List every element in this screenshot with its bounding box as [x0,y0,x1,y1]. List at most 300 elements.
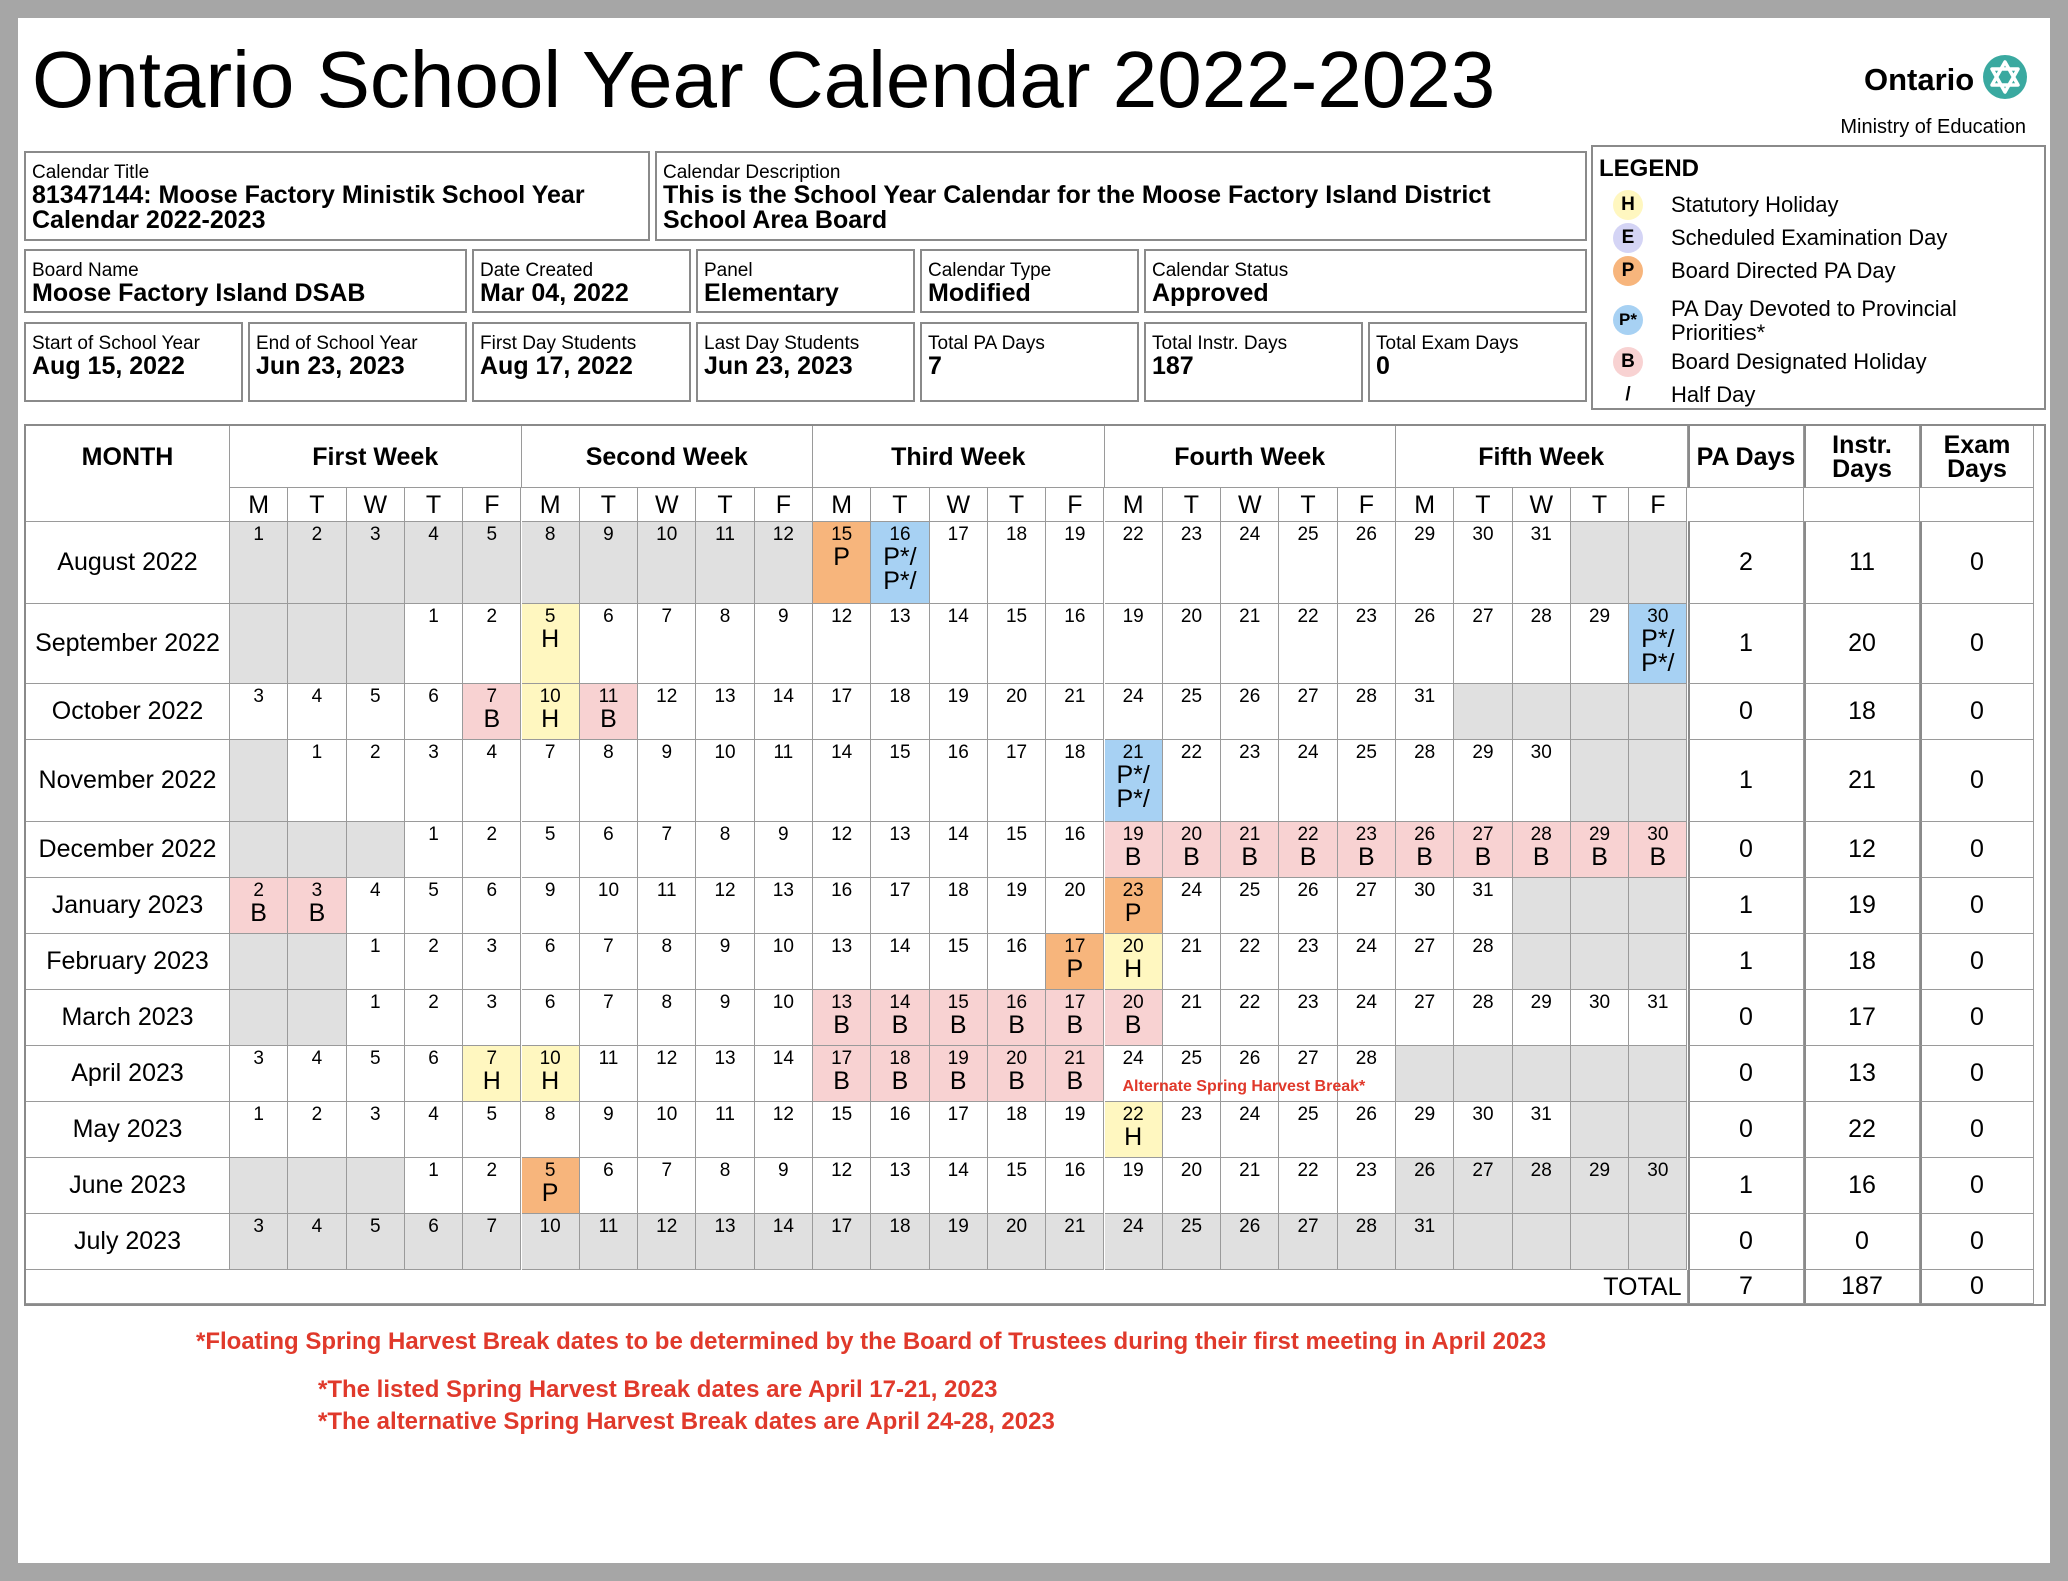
day-letter-header: W [347,488,405,522]
day-cell [288,1214,346,1270]
day-number: 3 [369,1104,381,1125]
day-number: 26 [1355,1104,1377,1125]
month-instr-days: 21 [1804,740,1920,822]
day-code: H [541,625,560,653]
day-cell [580,822,638,878]
day-cell [755,990,813,1046]
day-number: 16 [889,1104,911,1125]
day-number: 13 [772,880,794,901]
legend-symbol: B [1613,347,1643,377]
day-cell [463,684,521,740]
day-number: 29 [1530,992,1552,1013]
day-number: 10 [539,1048,561,1069]
day-cell [288,1158,346,1214]
day-cell [1454,934,1512,990]
day-number: 13 [889,824,911,845]
day-cell [288,604,346,684]
day-cell [1513,522,1571,604]
day-number: 14 [947,824,969,845]
day-number: 20 [1180,606,1203,627]
day-number: 15 [1005,824,1028,845]
day-number: 20 [1122,936,1144,957]
day-number: 8 [719,1160,731,1181]
day-cell [1221,1102,1279,1158]
day-number: 20 [1005,1048,1028,1069]
day-cell [696,1046,754,1102]
day-cell [1571,990,1629,1046]
board-name-box [24,249,467,313]
day-number: 1 [369,936,381,957]
day-number: 7 [603,992,614,1013]
day-letter-header: M [1396,488,1454,522]
day-number: 9 [603,1104,614,1125]
month-instr-days: 0 [1804,1214,1920,1270]
day-number: 26 [1355,524,1377,545]
day-number: 12 [772,524,794,545]
day-cell [463,522,521,604]
day-number: 15 [947,992,969,1013]
day-cell [1629,822,1687,878]
day-number: 16 [1005,936,1028,957]
day-cell [755,822,813,878]
day-cell [638,1158,696,1214]
day-number: 8 [719,606,731,627]
day-number: 26 [1414,1160,1436,1181]
day-code: P*/ P*/ [1641,625,1675,677]
day-number: 12 [656,1048,678,1069]
alternate-break-note: Alternate Spring Harvest Break* [1122,1078,1366,1095]
legend-symbol: H [1613,190,1643,220]
month-label: June 2023 [26,1158,230,1214]
end-year-label: End of School Year [256,333,418,354]
calendar-description-box [655,151,1587,241]
day-number: 22 [1297,824,1319,845]
stat-header-blank [1920,488,2034,522]
day-number: 6 [544,992,556,1013]
day-cell [1629,990,1687,1046]
day-cell [988,1158,1046,1214]
day-cell [1221,604,1279,684]
month-pa-days: 0 [1688,822,1804,878]
stat-header-blank [1688,488,1804,522]
day-number: 10 [656,1104,678,1125]
day-number: 28 [1530,606,1552,627]
day-number: 5 [428,880,439,901]
day-cell [1163,740,1221,822]
day-cell [405,1158,463,1214]
day-cell [405,604,463,684]
day-code: B [1124,843,1142,871]
day-code: P*/ P*/ [1116,761,1150,813]
day-number: 29 [1588,824,1611,845]
day-cell [1338,522,1396,604]
stat-header-blank [1804,488,1920,522]
day-cell [463,878,521,934]
day-cell [1629,1158,1687,1214]
day-number: 30 [1530,742,1552,763]
day-cell [1163,1102,1221,1158]
day-letter-header: T [1571,488,1629,522]
day-cell [463,990,521,1046]
day-number: 23 [1239,742,1261,763]
day-number: 3 [253,1048,264,1069]
day-cell [1279,990,1337,1046]
day-number: 26 [1414,824,1436,845]
month-pa-days: 1 [1688,740,1804,822]
day-number: 7 [486,686,498,707]
day-cell [1105,934,1163,990]
day-code: B [483,705,501,733]
day-cell [1571,1158,1629,1214]
total-instr-value: 187 [1152,352,1194,380]
day-number: 21 [1239,824,1261,845]
day-number: 14 [889,992,911,1013]
day-cell [813,1102,871,1158]
legend-text: Board Directed PA Day [1671,258,1896,283]
legend-item-board-holiday [1593,347,2044,377]
day-cell [522,1102,580,1158]
day-number: 30 [1647,606,1669,627]
day-number: 27 [1414,992,1436,1013]
day-code: B [1124,1011,1142,1039]
day-cell [230,822,288,878]
day-cell [230,1214,288,1270]
day-number: 27 [1472,1160,1494,1181]
day-code: B [949,1011,967,1039]
day-cell [1338,822,1396,878]
day-cell [1163,822,1221,878]
day-number: 23 [1355,824,1377,845]
day-number: 16 [1064,606,1086,627]
day-number: 25 [1180,1048,1203,1069]
day-cell [1105,740,1163,822]
day-number: 10 [539,686,561,707]
day-number: 30 [1414,880,1436,901]
day-cell [1454,1214,1512,1270]
day-cell [755,1046,813,1102]
day-cell [813,684,871,740]
day-number: 3 [486,992,498,1013]
day-letter-header: T [1163,488,1221,522]
day-cell [405,1102,463,1158]
day-cell [1338,684,1396,740]
day-cell [1396,878,1454,934]
day-number: 19 [1122,824,1144,845]
panel-label: Panel [704,260,753,281]
day-cell [1105,1158,1163,1214]
date-created-label: Date Created [480,260,594,281]
day-number: 29 [1414,524,1436,545]
day-cell [930,1158,988,1214]
month-exam-days: 0 [1920,1214,2034,1270]
day-cell [638,522,696,604]
day-number: 3 [369,524,381,545]
day-cell [230,1046,288,1102]
day-number: 18 [1064,742,1086,763]
day-cell [696,878,754,934]
day-cell [988,604,1046,684]
day-letter-header: F [1338,488,1396,522]
day-cell [1221,934,1279,990]
day-number: 10 [772,992,794,1013]
calendar-type-label: Calendar Type [928,260,1052,281]
day-number: 22 [1297,1160,1319,1181]
day-number: 2 [428,936,439,957]
month-pa-days: 0 [1688,1214,1804,1270]
week-header: Third Week [813,426,1105,488]
legend-item-statutory-holiday [1593,190,2044,220]
day-code: B [949,1067,967,1095]
day-cell [1163,1158,1221,1214]
day-cell [1279,740,1337,822]
day-code: P [1124,899,1142,927]
calendar-title-box [24,151,650,241]
day-code: B [1008,1067,1025,1095]
day-number: 21 [1180,936,1203,957]
day-cell [755,878,813,934]
day-cell [1221,990,1279,1046]
day-number: 28 [1530,1160,1552,1181]
day-number: 29 [1588,606,1611,627]
day-number: 27 [1297,1216,1319,1237]
day-number: 22 [1297,606,1319,627]
day-cell [463,1102,521,1158]
day-number: 8 [719,824,731,845]
end-year-box [248,322,467,402]
day-cell [696,740,754,822]
day-cell [405,740,463,822]
day-number: 1 [369,992,381,1013]
date-created-value: Mar 04, 2022 [480,279,629,307]
day-code: B [1532,843,1550,871]
day-cell [1396,1102,1454,1158]
month-instr-days: 13 [1804,1046,1920,1102]
day-number: 10 [597,880,620,901]
calendar-status-label: Calendar Status [1152,260,1289,281]
day-cell [1513,990,1571,1046]
calendar-title-label: Calendar Title [32,162,150,183]
day-cell [930,740,988,822]
day-cell [930,1046,988,1102]
day-cell [1513,1102,1571,1158]
day-number: 14 [772,686,794,707]
legend-symbol: P* [1613,305,1643,335]
day-cell [522,990,580,1046]
day-cell [813,1158,871,1214]
day-number: 30 [1588,992,1611,1013]
day-number: 16 [1064,1160,1086,1181]
day-cell [1163,878,1221,934]
day-number: 1 [428,824,439,845]
day-code: B [1183,843,1200,871]
day-cell [1046,934,1104,990]
day-cell [347,1214,405,1270]
ontario-wordmark: Ontario [1864,62,1975,97]
start-year-box [24,322,243,402]
day-code: P [833,543,850,571]
day-number: 26 [1297,880,1319,901]
day-cell [1046,1102,1104,1158]
day-cell [638,990,696,1046]
day-number: 2 [311,524,323,545]
day-letter-header: F [1046,488,1104,522]
month-instr-days: 17 [1804,990,1920,1046]
day-number: 31 [1647,992,1669,1013]
day-cell [1629,934,1687,990]
day-number: 24 [1239,1104,1261,1125]
day-cell [288,684,346,740]
day-cell [755,1102,813,1158]
day-number: 10 [772,936,794,957]
day-cell [1571,740,1629,822]
day-number: 5 [369,686,381,707]
day-number: 8 [661,936,673,957]
footnote-alternative-break: *The alternative Spring Harvest Break dates are April 24-28, 2023 [318,1408,1055,1435]
day-cell [405,990,463,1046]
day-number: 5 [486,524,498,545]
day-number: 25 [1297,1104,1319,1125]
day-number: 18 [1005,524,1028,545]
day-number: 17 [1064,936,1086,957]
day-number: 9 [778,1160,789,1181]
month-label: November 2022 [26,740,230,822]
day-number: 21 [1064,1216,1086,1237]
day-cell [405,1214,463,1270]
last-day-box [696,322,915,402]
day-cell [813,1046,871,1102]
day-cell [580,1214,638,1270]
day-cell [1513,878,1571,934]
day-cell [1338,1158,1396,1214]
day-number: 25 [1180,686,1203,707]
day-number: 24 [1180,880,1203,901]
day-number: 28 [1414,742,1436,763]
day-number: 1 [428,1160,439,1181]
day-number: 7 [603,936,614,957]
day-cell [696,684,754,740]
day-cell [1396,604,1454,684]
day-cell [988,990,1046,1046]
calendar-type-value: Modified [928,279,1031,307]
day-cell [1396,1046,1454,1102]
day-number: 20 [1122,992,1144,1013]
total-pa-box [920,322,1139,402]
day-cell [1046,684,1104,740]
day-cell [1279,684,1337,740]
total-exam-value: 0 [1376,352,1390,380]
day-cell [1571,522,1629,604]
day-number: 11 [656,880,677,901]
day-cell [871,1046,929,1102]
day-number: 25 [1180,1216,1203,1237]
day-number: 20 [1005,686,1028,707]
day-cell [1629,878,1687,934]
day-cell [580,990,638,1046]
day-cell [522,522,580,604]
day-number: 2 [369,742,381,763]
day-cell [1454,822,1512,878]
day-letter-header: F [1629,488,1687,522]
day-cell [522,740,580,822]
day-cell [230,878,288,934]
day-number: 14 [772,1048,794,1069]
day-cell [755,684,813,740]
day-cell [1629,740,1687,822]
start-year-value: Aug 15, 2022 [32,352,185,380]
day-cell [988,878,1046,934]
legend-symbol: E [1613,223,1643,253]
day-cell [1629,1046,1687,1102]
day-cell [1571,1046,1629,1102]
day-cell [522,604,580,684]
month-exam-days: 0 [1920,934,2034,990]
day-number: 2 [253,880,264,901]
day-cell [1571,822,1629,878]
day-number: 15 [889,742,911,763]
day-cell [230,1158,288,1214]
day-cell [1105,522,1163,604]
day-code: P*/ P*/ [883,543,917,595]
day-cell [1163,684,1221,740]
day-code: B [891,1067,909,1095]
day-cell [988,1102,1046,1158]
day-cell [988,934,1046,990]
day-number: 28 [1530,824,1552,845]
day-number: 24 [1297,742,1319,763]
day-number: 21 [1239,606,1261,627]
day-cell [988,522,1046,604]
month-exam-days: 0 [1920,990,2034,1046]
day-cell [288,740,346,822]
day-cell [522,934,580,990]
day-cell [230,522,288,604]
day-number: 3 [253,1216,264,1237]
day-code: B [833,1067,850,1095]
day-cell [1513,740,1571,822]
day-cell [696,1158,754,1214]
day-cell [1513,1214,1571,1270]
day-cell [1221,522,1279,604]
day-number: 28 [1472,936,1494,957]
day-cell [1046,1046,1104,1102]
day-cell [930,878,988,934]
day-number: 3 [253,686,264,707]
day-number: 26 [1414,606,1436,627]
day-letter-header: T [405,488,463,522]
panel-box [696,249,915,313]
day-cell [755,1214,813,1270]
month-exam-days: 0 [1920,604,2034,684]
day-cell [988,740,1046,822]
day-code: B [1591,843,1608,871]
month-instr-days: 18 [1804,934,1920,990]
month-label: March 2023 [26,990,230,1046]
day-cell [1513,822,1571,878]
day-cell [638,1214,696,1270]
month-label: December 2022 [26,822,230,878]
day-number: 5 [544,824,556,845]
end-year-value: Jun 23, 2023 [256,352,405,380]
day-number: 31 [1530,524,1552,545]
day-number: 9 [719,936,731,957]
day-letter-header: T [580,488,638,522]
day-cell [580,604,638,684]
day-cell [347,822,405,878]
day-number: 4 [369,880,381,901]
day-number: 12 [831,1160,853,1181]
day-cell [522,1214,580,1270]
day-number: 22 [1239,936,1261,957]
